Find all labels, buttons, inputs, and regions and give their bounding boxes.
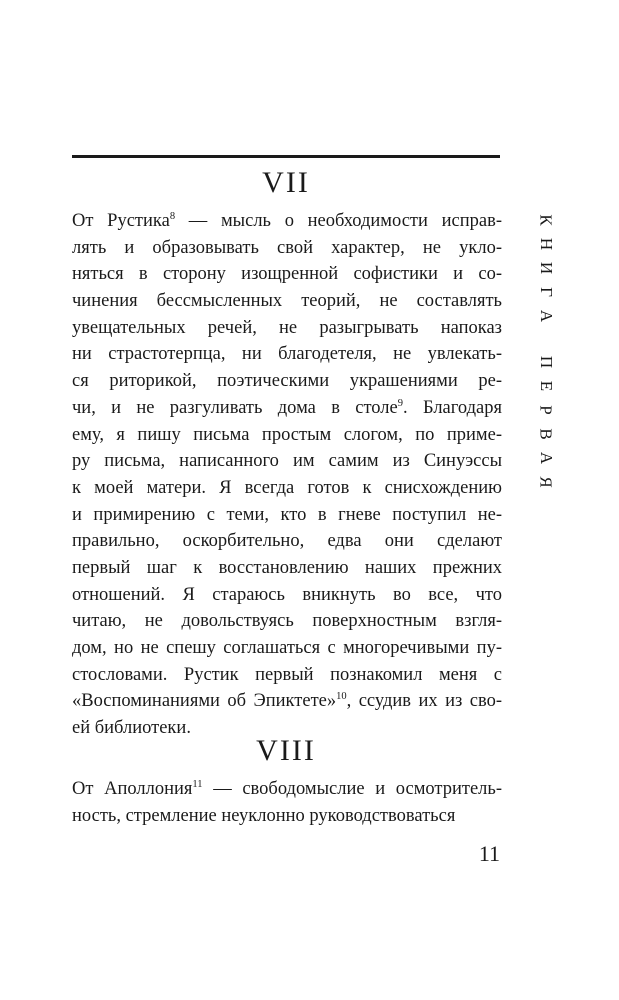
text-line: [72, 422, 502, 449]
text-line: [72, 288, 502, 315]
text-segment: ность, стремление неуклонно руководствоваться: [72, 805, 456, 826]
running-head-letter: В: [537, 428, 556, 440]
text-segment: чи, и не разгуливать дома в столе: [72, 397, 398, 418]
text-line: [72, 555, 502, 582]
text-segment: отношений. Я стараюсь вникнуть во все, что: [72, 584, 502, 605]
text-line: [72, 208, 502, 235]
running-head-letter: А: [537, 309, 556, 323]
text-line: [72, 235, 502, 262]
text-segment: ему, я пишу письма простым слогом, по приме-: [72, 424, 502, 445]
text-line: [72, 261, 502, 288]
section-heading-vii: VII: [262, 166, 310, 199]
footnote-ref: 11: [192, 779, 203, 790]
text-segment: — свободомыслие и осмотритель-: [202, 779, 502, 799]
text-line: [72, 776, 502, 803]
text-line: [72, 528, 502, 555]
running-head-letter: Р: [537, 405, 556, 415]
text-segment: ей библиотеки.: [72, 718, 191, 739]
text-line: [72, 582, 502, 609]
running-head-letter: Н: [537, 237, 556, 251]
text-line: [72, 688, 502, 715]
text-segment: стословами. Рустик первый познакомил меня с: [72, 664, 502, 685]
running-head-letter: П: [537, 355, 556, 369]
footnote-ref: 8: [169, 211, 176, 222]
text-segment: к моей матери. Я всегда готов к снисхождению: [72, 477, 502, 498]
text-line: [72, 368, 502, 395]
text-segment: первый шаг к восстановлению наших прежних: [72, 557, 502, 578]
text-line: [72, 315, 502, 342]
running-head-letter: А: [537, 451, 556, 465]
text-segment: . Благодаря: [403, 397, 502, 418]
text-line: [72, 475, 502, 502]
text-segment: От Рустика: [72, 211, 170, 231]
text-segment: няться в сторону изощренной софистики и со-: [72, 264, 502, 285]
text-segment: ни страстотерпца, ни благодетеля, не увлекать-: [72, 344, 502, 365]
text-line: [72, 448, 502, 475]
text-line: [72, 635, 502, 662]
text-line: [72, 502, 502, 529]
text-segment: «Воспоминаниями об Эпиктете»: [72, 691, 337, 712]
top-rule: [72, 155, 500, 158]
running-head-letter: Я: [537, 476, 556, 488]
text-segment: ру письма, написанного им самим из Синуэссы: [72, 451, 502, 472]
text-line: [72, 395, 502, 422]
running-head-letter: И: [537, 261, 556, 275]
section-viii-text: [72, 776, 502, 829]
text-segment: дом, но не спешу соглашаться с многоречивыми пу-: [72, 638, 502, 658]
section-vii-text: [72, 208, 502, 742]
text-line: [72, 662, 502, 689]
text-line: [72, 803, 502, 830]
text-segment: и примирению с теми, кто в гневе поступил не-: [72, 504, 502, 525]
section-heading-viii: VIII: [256, 734, 316, 767]
text-line: [72, 608, 502, 635]
text-segment: правильно, оскорбительно, едва они сделают: [72, 531, 502, 552]
running-head-letter: Е: [536, 380, 556, 392]
text-segment: читаю, не довольствуясь поверхностным взгля-: [72, 611, 502, 632]
footnote-ref: 10: [336, 691, 347, 703]
text-segment: чинения бессмысленных теорий, не составлять: [72, 291, 502, 312]
text-segment: увещательных речей, не разыгрывать напоказ: [72, 317, 502, 338]
page-number: 11: [478, 841, 500, 866]
footnote-ref: 9: [397, 397, 403, 409]
text-segment: лять и образовывать свой характер, не укло-: [72, 237, 502, 258]
text-segment: От Аполлония: [72, 779, 193, 799]
text-segment: ся риторикой, поэтическими украшениями ре-: [72, 371, 502, 392]
text-segment: , ссудив их из сво-: [346, 691, 502, 712]
running-head-letter: Г: [536, 287, 556, 297]
running-head-letter: К: [537, 214, 556, 226]
text-line: [72, 341, 502, 368]
text-segment: — мысль о необходимости исправ-: [175, 211, 502, 231]
running-head: [533, 208, 559, 494]
